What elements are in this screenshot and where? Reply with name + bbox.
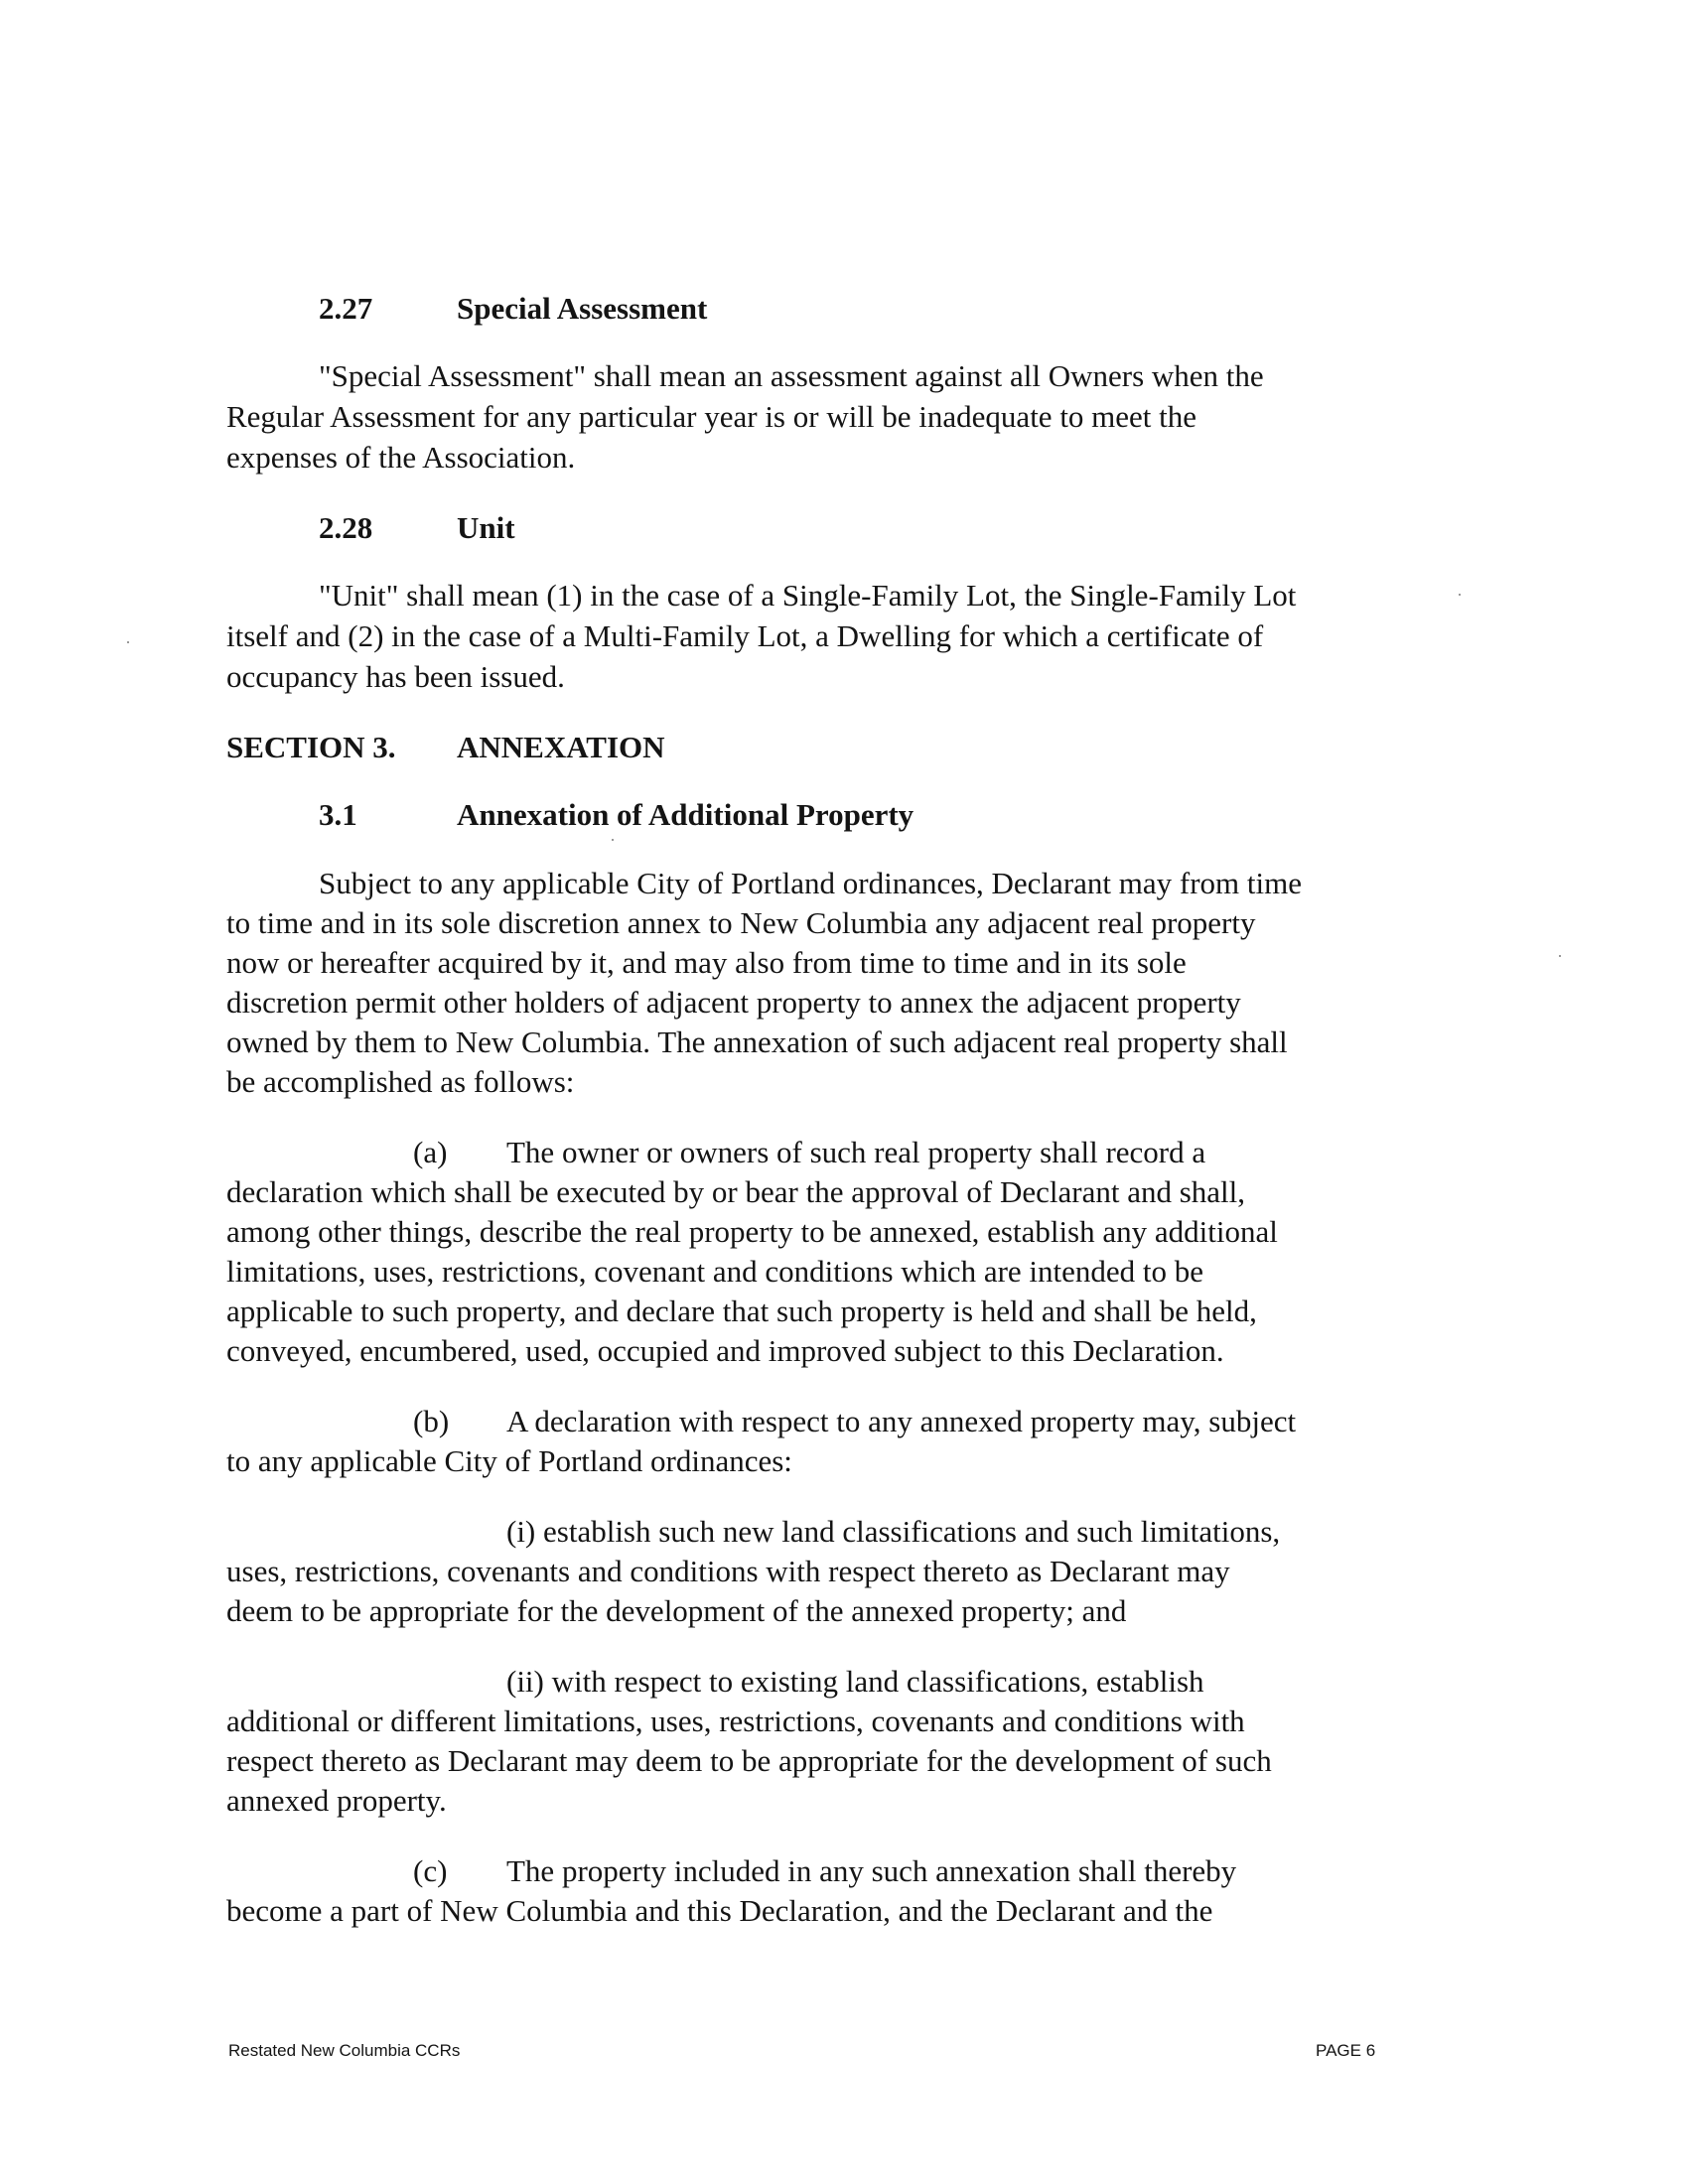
item-i-line: uses, restrictions, covenants and conditions with respect thereto as Declarant may: [226, 1554, 1230, 1588]
item-c-label: (c): [413, 1853, 448, 1888]
item-ii-line: (ii) with respect to existing land classifications, establish: [506, 1664, 1204, 1699]
item-ii-line: respect thereto as Declarant may deem to be appropriate for the development of such: [226, 1743, 1272, 1778]
scan-speck: [1459, 594, 1461, 596]
section-2-27-number: 2.27: [319, 291, 373, 326]
section-3-1-line: Subject to any applicable City of Portland ordinances, Declarant may from time: [319, 866, 1302, 900]
section-3-1-line: now or hereafter acquired by it, and may also from time to time and in its sole: [226, 945, 1187, 980]
item-ii-line: annexed property.: [226, 1783, 447, 1818]
item-a-line: conveyed, encumbered, used, occupied and improved subject to this Declaration.: [226, 1333, 1224, 1368]
section-2-27-title: Special Assessment: [457, 291, 708, 326]
section-2-28-line: "Unit" shall mean (1) in the case of a Single-Family Lot, the Single-Family Lot: [319, 578, 1297, 613]
section-3-1-line: owned by them to New Columbia. The annexation of such adjacent real property shall: [226, 1024, 1288, 1059]
item-a-line: The owner or owners of such real property shall record a: [506, 1135, 1206, 1169]
section-2-27-line: Regular Assessment for any particular year is or will be inadequate to meet the: [226, 399, 1197, 434]
scan-speck: [127, 641, 129, 643]
item-b-line: to any applicable City of Portland ordinances:: [226, 1443, 792, 1478]
section-3-1-line: discretion permit other holders of adjacent property to annex the adjacent property: [226, 985, 1241, 1020]
section-3-number: SECTION 3.: [226, 730, 396, 764]
footer-document-title: Restated New Columbia CCRs: [228, 2041, 461, 2060]
item-i-line: deem to be appropriate for the development of the annexed property; and: [226, 1593, 1127, 1628]
item-i-line: (i) establish such new land classifications and such limitations,: [506, 1514, 1281, 1549]
item-a-line: limitations, uses, restrictions, covenant and conditions which are intended to be: [226, 1254, 1204, 1289]
section-2-28-title: Unit: [457, 510, 515, 545]
section-3-1-line: be accomplished as follows:: [226, 1064, 575, 1099]
scan-speck: [612, 839, 614, 841]
section-2-28-line: occupancy has been issued.: [226, 659, 565, 694]
section-2-27-line: "Special Assessment" shall mean an assessment against all Owners when the: [319, 358, 1264, 393]
section-3-1-title: Annexation of Additional Property: [457, 797, 914, 832]
item-c-line: become a part of New Columbia and this Declaration, and the Declarant and the: [226, 1893, 1213, 1928]
item-a-line: declaration which shall be executed by or bear the approval of Declarant and shall,: [226, 1174, 1246, 1209]
item-b-line: A declaration with respect to any annexed property may, subject: [506, 1404, 1297, 1438]
section-2-28-number: 2.28: [319, 510, 373, 545]
item-ii-line: additional or different limitations, uses, restrictions, covenants and conditions with: [226, 1704, 1245, 1738]
item-a-line: applicable to such property, and declare that such property is held and shall be held,: [226, 1294, 1257, 1328]
footer-page-number: PAGE 6: [1316, 2041, 1376, 2060]
item-a-line: among other things, describe the real property to be annexed, establish any additional: [226, 1214, 1278, 1249]
item-a-label: (a): [413, 1135, 448, 1169]
section-2-28-line: itself and (2) in the case of a Multi-Family Lot, a Dwelling for which a certificate of: [226, 618, 1264, 653]
section-3-title: ANNEXATION: [457, 730, 665, 764]
item-c-line: The property included in any such annexation shall thereby: [506, 1853, 1237, 1888]
scan-speck: [1559, 955, 1561, 957]
section-2-27-line: expenses of the Association.: [226, 440, 576, 475]
section-3-1-number: 3.1: [319, 797, 357, 832]
item-b-label: (b): [413, 1404, 450, 1438]
section-3-1-line: to time and in its sole discretion annex to New Columbia any adjacent real property: [226, 905, 1256, 940]
